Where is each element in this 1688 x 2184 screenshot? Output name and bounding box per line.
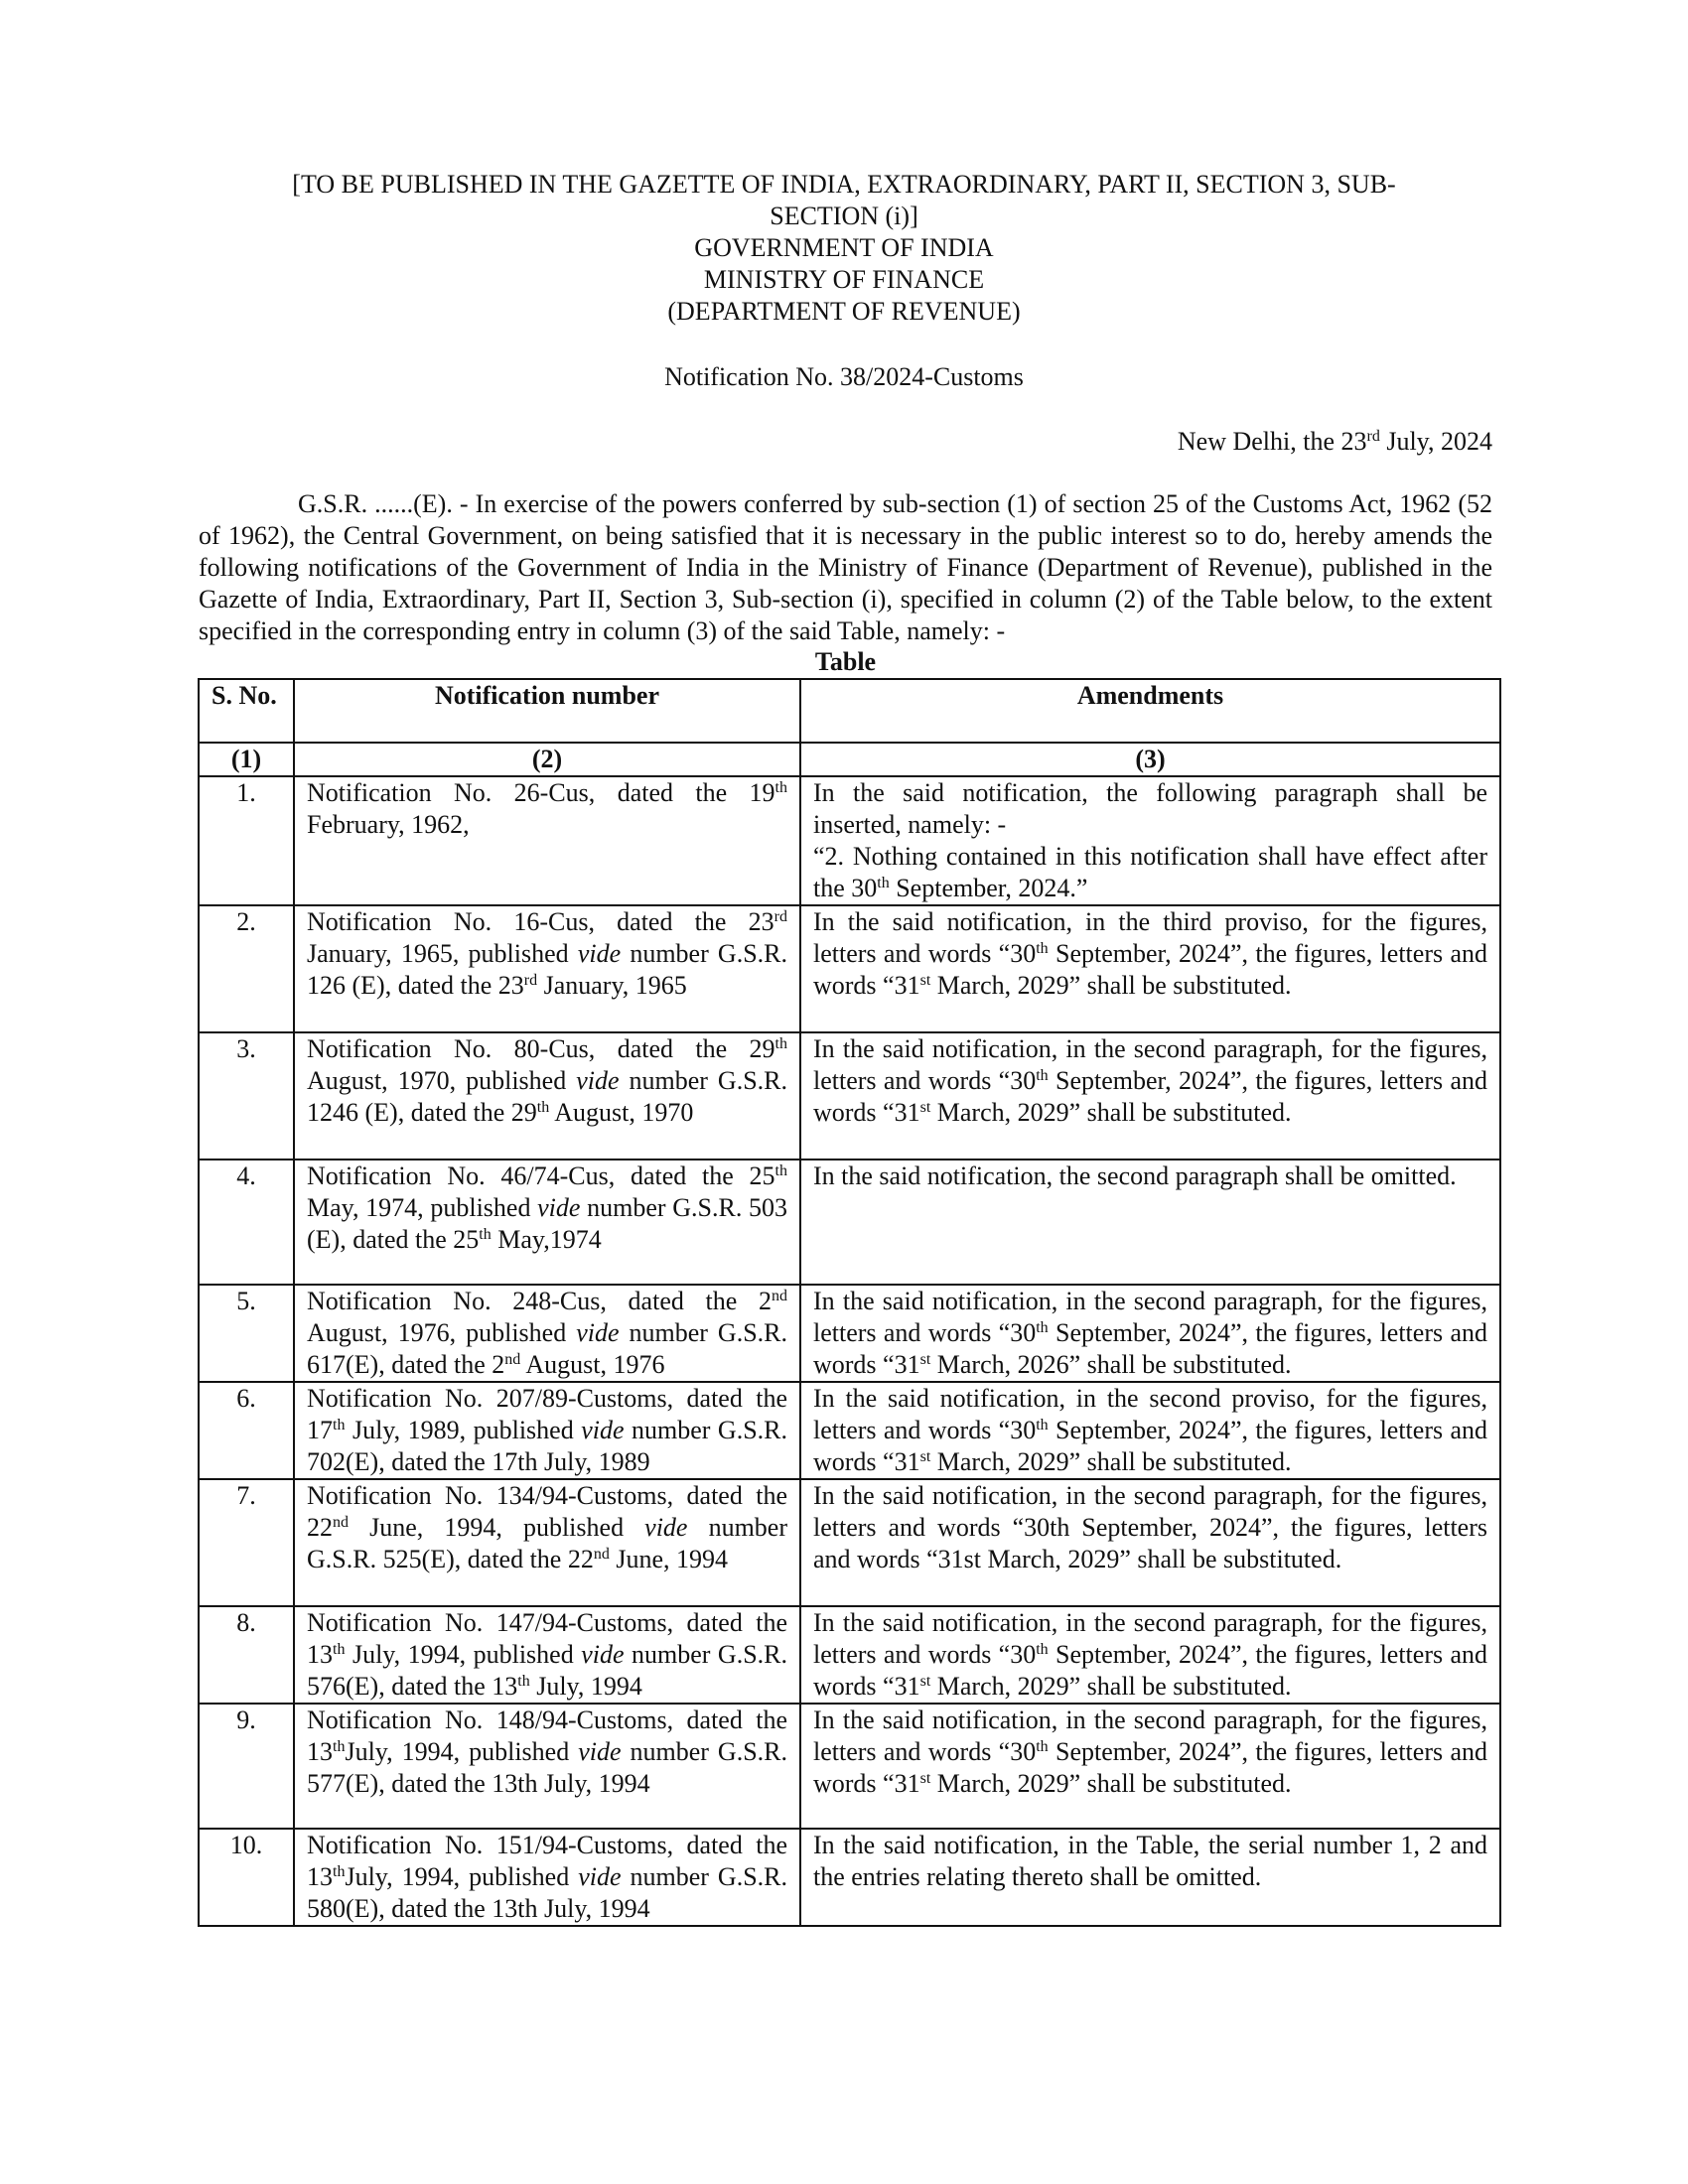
notification-sup: th [774,1035,787,1052]
amendment-cell [800,1479,1500,1606]
government-title: GOVERNMENT OF INDIA [694,233,994,262]
notification-text: Notification No. 151/94-Customs, dated the 13 [307,1831,787,1891]
amendment-text: In the said notification, in the second paragraph, for the figures, letters and words “30 [813,1287,1487,1347]
notification-text: Notification No. 248-Cus, dated the 2 [307,1287,772,1315]
amendment-text: In the said notification, in the Table, the serial number 1, 2 and the entries relating thereto shall be omitted. [813,1831,1487,1891]
intro-paragraph: G.S.R. ......(E). - In exercise of the powers conferred by sub-section (1) of section 25 of the Customs Act, 1962 (52 of 1962), the Central Government, on being satisfied that it is necessary in the public interest so to do, hereby amends the following notifications of the Government of India in the Ministry of Finance (Department of Revenue), published in the Gazette of India, Extraordinary, Part II, Section 3, Sub-section (i), specified in column (2) of the Table below, to the extent specified in the corresponding entry in column (3) of the said Table, namely: - [199,489,1492,645]
table-caption: Table [814,647,877,676]
amendment-text: March, 2029” shall be substituted. [930,1098,1292,1127]
amendment-text: September, 2024”, the figures, letters and words “31 [813,1066,1487,1127]
notification-cell [294,905,800,1032]
amendment-text: March, 2029” shall be substituted. [930,1447,1292,1476]
notification-text: number G.S.R. 576(E), dated the 13 [307,1640,788,1701]
notification-text: February, 1962, [307,810,470,839]
notification-text: June, 1994 [609,1545,729,1573]
amendment-text: September, 2024”, the figures, letters and words “31 [813,1640,1487,1701]
notification-cell [294,1829,800,1926]
column-number: (1) [199,743,294,776]
notification-sup: nd [593,1546,610,1563]
serial-number: 9. [199,1704,294,1829]
amendment-text: In the said notification, in the second paragraph, for the figures, letters and words “30 [813,1706,1487,1766]
amendment-text: September, 2024”, the figures, letters and words “31 [813,1318,1487,1379]
notification-text: number G.S.R. 577(E), dated the 13th July, 1994 [307,1737,788,1798]
table-row [199,1160,1500,1285]
gazette-header [199,169,1489,328]
notification-text: Notification No. 46/74-Cus, dated the 25 [307,1161,775,1190]
notification-text: July, 1994, published [345,1737,579,1766]
amendment-cell [800,1285,1500,1382]
table-row [199,1829,1500,1926]
amendment-cell [800,1160,1500,1285]
amendment-sup: th [1036,1319,1049,1336]
vide-italic: vide [576,1318,620,1347]
amendment-text: In the said notification, the second paragraph shall be omitted. [813,1161,1457,1190]
vide-italic: vide [644,1513,688,1542]
notification-sup: rd [774,908,787,925]
ministry-title: MINISTRY OF FINANCE [703,265,985,294]
notification-sup: th [517,1673,530,1690]
amendment-sup: st [919,1351,931,1368]
column-number: (3) [800,743,1500,776]
amendment-sup: th [877,875,890,891]
notification-text: January, 1965 [537,971,687,1000]
date-prefix: New Delhi, the 23 [1177,427,1367,456]
notification-text: July, 1994, published [345,1862,579,1891]
vide-italic: vide [577,939,622,968]
notification-cell [294,1160,800,1285]
amendment-text: March, 2029” shall be substituted. [930,1672,1292,1701]
publication-note-line1: [TO BE PUBLISHED IN THE GAZETTE OF INDIA, EXTRAORDINARY, PART II, SECTION 3, SUB- [292,170,1396,199]
notification-sup: th [479,1226,492,1243]
notification-text: Notification No. 207/89-Customs, dated the 17 [307,1384,787,1444]
notification-cell [294,776,800,905]
notification-text: August, 1970, published [307,1066,577,1095]
notification-cell [294,1479,800,1606]
notification-cell [294,1606,800,1704]
amendment-text: March, 2026” shall be substituted. [930,1350,1292,1379]
amendment-sup: th [1036,1067,1049,1084]
table-header-row [199,679,1500,743]
notification-text: Notification No. 26-Cus, dated the 19 [307,778,775,807]
serial-number: 10. [199,1829,294,1926]
serial-number: 8. [199,1606,294,1704]
date-suffix: July, 2024 [1379,427,1492,456]
serial-number: 2. [199,905,294,1032]
amendment-cell [800,1382,1500,1479]
amendment-sup: st [919,1448,931,1465]
notification-text: July, 1989, published [345,1416,582,1444]
notification-text: June, 1994, published [349,1513,645,1542]
publication-note-line2: SECTION (i)] [770,202,918,230]
notification-text: Notification No. 134/94-Customs, dated the 22 [307,1481,787,1542]
amendment-sup: st [919,972,931,989]
amendment-cell [800,776,1500,905]
table-row [199,1479,1500,1606]
serial-number: 6. [199,1382,294,1479]
notification-sup: th [333,1417,346,1433]
vide-italic: vide [537,1193,581,1222]
notification-sup: nd [333,1514,349,1531]
notification-sup: th [333,1738,346,1755]
notification-sup: th [536,1099,550,1116]
notification-text: number G.S.R. 702(E), dated the 17th July, 1989 [307,1416,788,1476]
notification-text: July, 1994, published [345,1640,582,1669]
amendment-text: In the said notification, in the second proviso, for the figures, letters and words “30 [813,1384,1487,1444]
amendment-text: September, 2024”, the figures, letters and words “31 [813,1416,1487,1476]
vide-italic: vide [578,1862,622,1891]
notification-text: Notification No. 148/94-Customs, dated the 13 [307,1706,787,1766]
serial-number: 5. [199,1285,294,1382]
amendment-cell [800,905,1500,1032]
amendment-sup: st [919,1770,931,1787]
notification-sup: th [333,1641,346,1658]
header-sno: S. No. [199,679,294,743]
notification-text: Notification No. 16-Cus, dated the 23 [307,907,774,936]
amendment-sup: th [1036,1417,1049,1433]
department-title: (DEPARTMENT OF REVENUE) [667,297,1021,326]
notification-sup: th [774,779,787,796]
amendment-text: September, 2024”, the figures, letters and words “31 [813,1737,1487,1798]
amendment-text: “2. Nothing contained in this notification shall have effect after the 30 [813,842,1487,902]
amendment-text: In the said notification, in the third proviso, for the figures, letters and words “30 [813,907,1487,968]
notification-text: Notification No. 147/94-Customs, dated the 13 [307,1608,787,1669]
table-row [199,1285,1500,1382]
amendment-text: In the said notification, in the second paragraph, for the figures, letters and words “30 [813,1608,1487,1669]
notification-text: August, 1976 [520,1350,665,1379]
notification-sup: rd [523,972,538,989]
table-row [199,776,1500,905]
amendment-sup: th [1036,940,1049,957]
amendment-cell [800,1829,1500,1926]
notification-cell [294,1382,800,1479]
amendment-sup: th [1036,1641,1049,1658]
header-amendments: Amendments [800,679,1500,743]
notification-sup: nd [504,1351,521,1368]
notification-text: number G.S.R. 525(E), dated the 22 [307,1513,788,1573]
amendment-sup: st [919,1099,931,1116]
notification-text: number G.S.R. 617(E), dated the 2 [307,1318,787,1379]
notification-cell [294,1704,800,1829]
table-row [199,1606,1500,1704]
header-notification-number: Notification number [294,679,800,743]
amendment-sup: th [1036,1738,1049,1755]
amendment-text: September, 2024”, the figures, letters and words “31 [813,939,1487,1000]
table-row [199,905,1500,1032]
table-row [199,1704,1500,1829]
amendment-cell [800,1606,1500,1704]
column-number-row [199,743,1500,776]
amendment-text: In the said notification, the following paragraph shall be inserted, namely: - [813,778,1487,839]
vide-italic: vide [581,1640,625,1669]
notification-text: number G.S.R. 1246 (E), dated the 29 [307,1066,787,1127]
serial-number: 3. [199,1032,294,1160]
serial-number: 1. [199,776,294,905]
amendment-text: March, 2029” shall be substituted. [930,1769,1292,1798]
amendment-text: March, 2029” shall be substituted. [930,971,1292,1000]
notification-number: Notification No. 38/2024-Customs [664,362,1024,391]
notification-text: July, 1994 [529,1672,642,1701]
date-line [1178,427,1492,457]
notification-cell [294,1285,800,1382]
notification-sup: th [333,1863,346,1880]
notification-text: January, 1965, published [307,939,578,968]
amendment-cell [800,1032,1500,1160]
amendment-cell [800,1704,1500,1829]
table-row [199,1382,1500,1479]
vide-italic: vide [578,1737,622,1766]
vide-italic: vide [581,1416,625,1444]
notification-text: number G.S.R. 126 (E), dated the 23 [307,939,788,1000]
serial-number: 7. [199,1479,294,1606]
notification-text: number G.S.R. 580(E), dated the 13th July, 1994 [307,1862,788,1923]
amendments-table [198,678,1501,1927]
column-number: (2) [294,743,800,776]
date-sup: rd [1366,428,1380,445]
notification-sup: nd [772,1288,787,1304]
notification-text: number G.S.R. 503 (E), dated the 25 [307,1193,788,1254]
notification-text: May,1974 [491,1225,602,1254]
amendment-text: September, 2024.” [889,874,1088,902]
notification-text: Notification No. 80-Cus, dated the 29 [307,1034,775,1063]
table-row [199,1032,1500,1160]
notification-sup: th [774,1162,787,1179]
notification-text: August, 1970 [549,1098,694,1127]
amendment-sup: st [919,1673,931,1690]
notification-cell [294,1032,800,1160]
amendment-text: In the said notification, in the second paragraph, for the figures, letters and words “30th September, 2024”, the figures, letters and words “31st March, 2029” shall be substituted. [813,1481,1487,1573]
notification-text: May, 1974, published [307,1193,538,1222]
notification-text: August, 1976, published [307,1318,577,1347]
amendment-text: In the said notification, in the second paragraph, for the figures, letters and words “30 [813,1034,1487,1095]
serial-number: 4. [199,1160,294,1285]
vide-italic: vide [576,1066,620,1095]
